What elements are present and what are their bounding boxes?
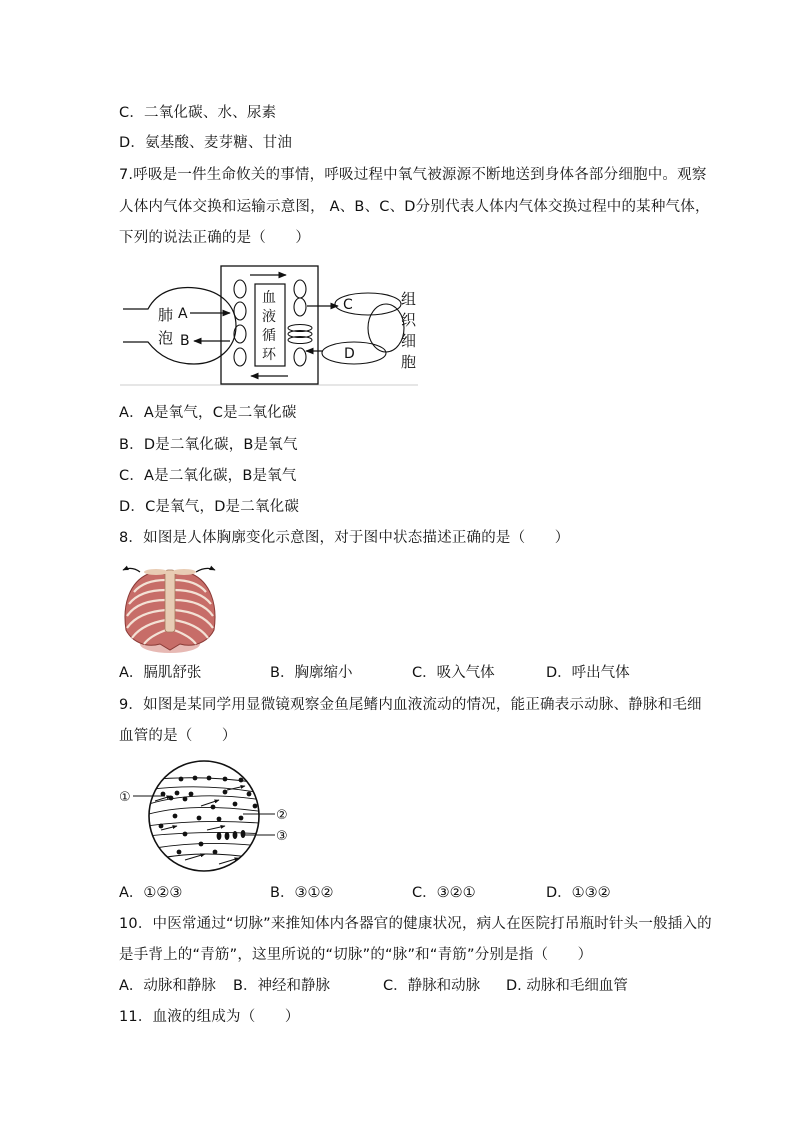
blood-label-2: 液 [262, 309, 276, 325]
gas-label-c: C [343, 297, 353, 313]
blood-label-1: 血 [262, 290, 276, 306]
expand-arrow-left [123, 568, 140, 572]
q10-option-d: D. 动脉和毛细血管 [506, 978, 628, 994]
clavicle-left [144, 569, 168, 575]
blood-cell [234, 302, 246, 320]
q10-stem-line2: 是手背上的“青筋”，这里所说的“切脉”的“脉”和“青筋”分别是指（ ） [119, 947, 593, 963]
q9-option-b: B．③①② [270, 885, 334, 901]
gas-label-b: B [180, 333, 190, 349]
q8-option-b: B．胸廓缩小 [270, 665, 353, 681]
alveolus-label-1: 肺 [158, 306, 174, 324]
q7-stem-line2: 人体内气体交换和运输示意图， A、B、C、D分别代表人体内气体交换过程中的某种气体， [119, 199, 710, 215]
blood-cell [294, 348, 306, 366]
blood-cell [294, 298, 306, 316]
microscope-field-diagram [115, 760, 295, 872]
vessel-marker-2: ② [276, 808, 288, 823]
clavicle-right [172, 569, 196, 575]
q7-option-d: D．C是氧气，D是二氧化碳 [119, 499, 300, 515]
q6-option-d: D．氨基酸、麦芽糖、甘油 [119, 135, 293, 151]
tissue-label-4: 胞 [401, 353, 417, 371]
q10-option-b: B．神经和静脉 [233, 978, 330, 994]
blood-cell [294, 280, 306, 298]
q7-option-b: B．D是二氧化碳，B是氧气 [119, 437, 298, 453]
q9-option-a: A．①②③ [119, 885, 183, 901]
q7-stem-line1: 7.呼吸是一件生命攸关的事情，呼吸过程中氧气被源源不断地送到身体各部分细胞中。观察 [119, 167, 707, 183]
q7-option-a: A．A是氧气，C是二氧化碳 [119, 405, 297, 421]
q8-stem: 8．如图是人体胸廓变化示意图，对于图中状态描述正确的是（ ） [119, 530, 570, 546]
ribcage-illustration [118, 560, 223, 657]
q6-option-c: C．二氧化碳、水、尿素 [119, 105, 277, 121]
tissue-label-3: 细 [401, 332, 417, 350]
q8-option-c: C．吸入气体 [412, 665, 495, 681]
q8-option-d: D．呼出气体 [546, 665, 630, 681]
q9-stem-line1: 9．如图是某同学用显微镜观察金鱼尾鳍内血液流动的情况，能正确表示动脉、静脉和毛细 [119, 697, 702, 713]
vessel-marker-1: ① [119, 790, 131, 805]
tissue-label-1: 组 [401, 290, 417, 308]
q10-option-a: A．动脉和静脉 [119, 978, 216, 994]
q7-option-c: C．A是二氧化碳，B是氧气 [119, 468, 297, 484]
q9-option-d: D．①③② [546, 885, 611, 901]
blood-label-4: 环 [262, 347, 276, 363]
q10-stem-line1: 10．中医常通过“切脉”来推知体内各器官的健康状况，病人在医院打吊瓶时针头一般插入的 [119, 916, 712, 932]
gas-label-d: D [344, 346, 355, 362]
q10-option-c: C．静脉和动脉 [383, 978, 481, 994]
vessel-marker-3: ③ [276, 829, 288, 844]
q9-stem-line2: 血管的是（ ） [119, 728, 237, 744]
alveolus-label-2: 泡 [158, 329, 174, 347]
q8-option-a: A．膈肌舒张 [119, 665, 202, 681]
gas-label-a: A [178, 306, 188, 322]
alveolus-shape [123, 288, 236, 364]
q11-stem: 11．血液的组成为（ ） [119, 1009, 300, 1025]
blood-cell [234, 348, 246, 366]
tissue-label-2: 织 [401, 311, 417, 329]
gas-exchange-diagram [118, 262, 423, 390]
q7-stem-line3: 下列的说法正确的是（ ） [119, 230, 311, 246]
sternum [165, 570, 175, 632]
q9-option-c: C．③②① [412, 885, 476, 901]
expand-arrow-right [196, 568, 215, 572]
blood-cell [234, 280, 246, 298]
tissue-cell-shape [368, 304, 404, 352]
blood-label-3: 循 [262, 328, 276, 344]
